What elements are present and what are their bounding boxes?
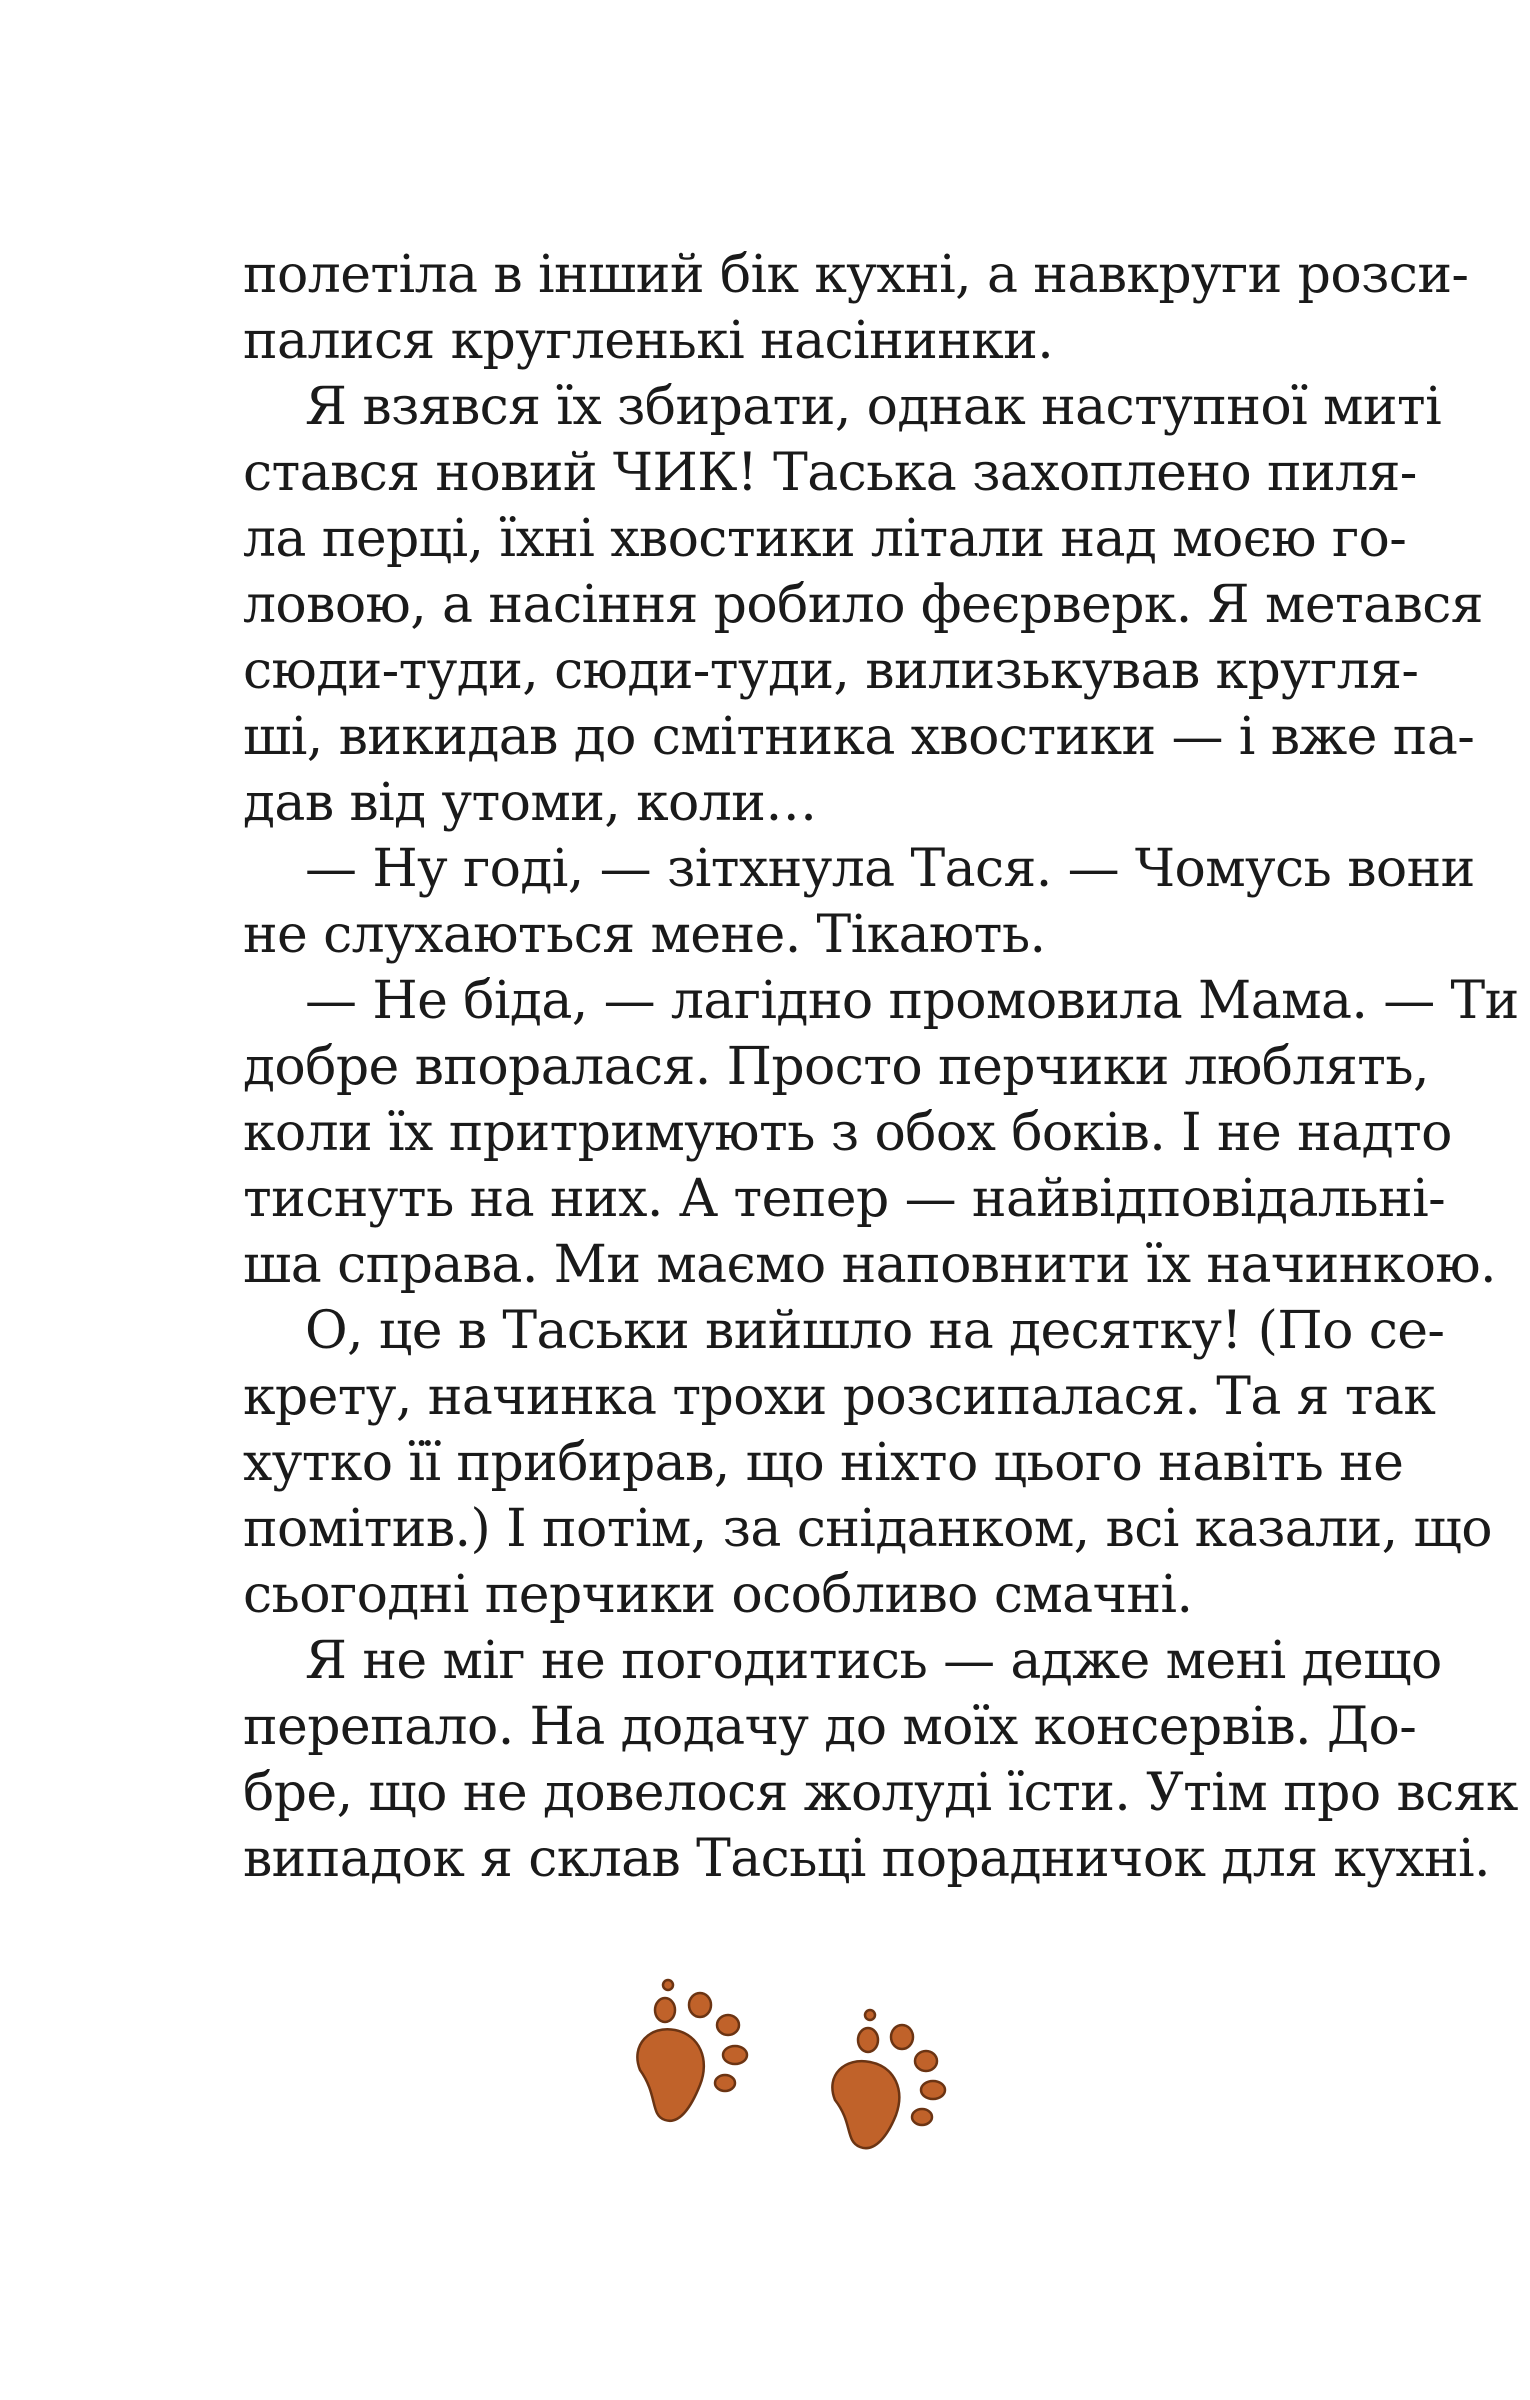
text-line: полетіла в інший бік кухні, а навкруги розси- [243,245,1469,305]
text-line: крету, начинка трохи розсипалася. Та я так [243,1367,1436,1427]
text-line: не слухаються мене. Тікають. [243,905,1046,965]
text-line: сьогодні перчики особливо смачні. [243,1565,1193,1625]
text-line: бре, що не довелося жолуді їсти. Утім про всяк [243,1763,1518,1823]
text-line: ловою, а насіння робило феєрверк. Я метався [243,575,1483,635]
text-line: Я не міг не погодитись — адже мені дещо [305,1631,1442,1691]
body-text [243,242,1519,1892]
text-line: хутко її прибирав, що ніхто цього навіть не [243,1433,1404,1493]
text-line: перепало. На додачу до моїх консервів. До- [243,1697,1417,1757]
text-line: дав від утоми, коли… [243,773,817,833]
text-line: сюди-туди, сюди-туди, вилизькував кругля- [243,641,1419,701]
text-line: випадок я склав Тасьці порадничок для кухні. [243,1829,1490,1889]
text-line: тиснуть на них. А тепер — найвідповідальні- [243,1169,1446,1229]
text-line: ші, викидав до смітника хвостики — і вже па- [243,707,1475,767]
text-line: ша справа. Ми маємо наповнити їх начинкою. [243,1235,1496,1295]
paw-print-left-icon [637,1980,747,2121]
text-line: — Ну годі, — зітхнула Тася. — Чомусь вони [305,839,1475,899]
text-line: О, це в Таськи вийшло на десятку! (По се- [305,1301,1445,1361]
text-line: стався новий ЧИК! Таська захоплено пиля- [243,443,1417,503]
text-line: Я взявся їх збирати, однак наступної миті [305,377,1442,437]
text-line: — Не біда, — лагідно промовила Мама. — Ти [305,971,1519,1031]
text-line: добре впоралася. Просто перчики люблять, [243,1037,1429,1097]
paw-print-right-icon [832,2010,945,2148]
text-line: ла перці, їхні хвостики літали над моєю го- [243,509,1407,569]
paw-prints-icon [620,1975,980,2155]
text-line: палися кругленькі насінинки. [243,311,1054,371]
text-line: коли їх притримують з обох боків. І не надто [243,1103,1452,1163]
text-line: помітив.) І потім, за сніданком, всі казали, що [243,1499,1492,1559]
